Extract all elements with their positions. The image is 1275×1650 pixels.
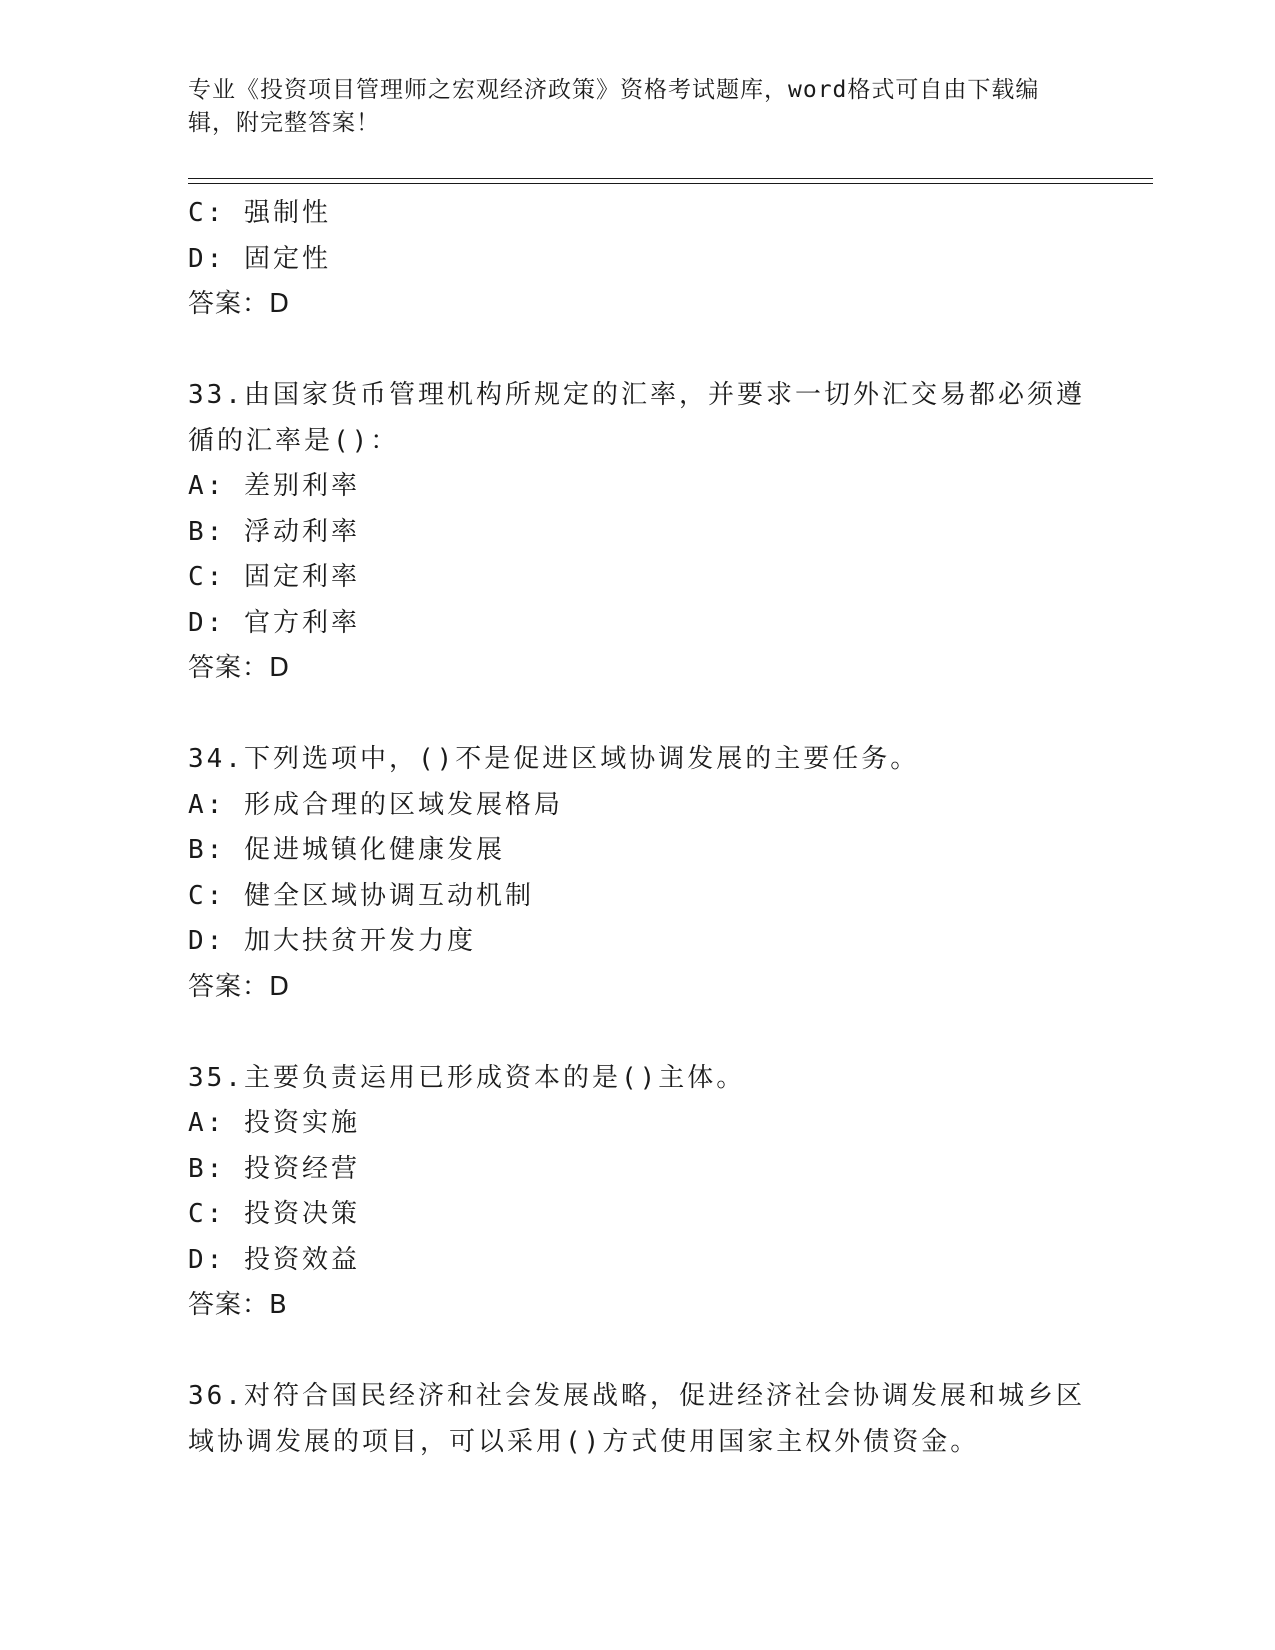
option-b: B: 促进城镇化健康发展 [188,835,505,865]
option-b: B: 浮动利率 [188,516,360,547]
option-d: D: 固定性 [188,243,331,274]
option-b: B: 投资经营 [188,1153,360,1184]
option-c: C: 强制性 [188,198,331,228]
option-c: C: 健全区域协调互动机制 [188,880,534,911]
header-rule-top [188,178,1153,179]
question-36-line1: 36.对符合国民经济和社会发展战略，促进经济社会协调发展和城乡区 [188,1381,1085,1411]
question-content [188,191,1088,1465]
question-33-line1: 33.由国家货币管理机构所规定的汇率，并要求一切外汇交易都必须遵 [188,380,1085,410]
question-35-line1: 35.主要负责运用已形成资本的是()主体。 [188,1062,746,1093]
option-c: C: 固定利率 [188,562,360,592]
answer-line: 答案：B [188,1290,288,1320]
option-c: C: 投资决策 [188,1199,360,1229]
answer-line: 答案：D [188,653,291,683]
option-a: A: 差别利率 [188,471,360,501]
question-36-line2: 域协调发展的项目，可以采用()方式使用国家主权外债资金。 [188,1426,980,1457]
option-d: D: 加大扶贫开发力度 [188,926,476,956]
question-33-line2: 循的汇率是()： [188,425,400,456]
header-rule-bottom [188,183,1153,184]
answer-line: 答案：D [188,289,291,319]
document-header: 专业《投资项目管理师之宏观经济政策》资格考试题库，word格式可自由下载编辑，附完整答案！ [188,77,1040,136]
option-d: D: 投资效益 [188,1244,360,1275]
question-34-line1: 34.下列选项中，()不是促进区域协调发展的主要任务。 [188,744,920,774]
answer-line: 答案：D [188,971,291,1002]
option-a: A: 投资实施 [188,1108,360,1138]
option-a: A: 形成合理的区域发展格局 [188,789,563,820]
option-d: D: 官方利率 [188,607,360,638]
